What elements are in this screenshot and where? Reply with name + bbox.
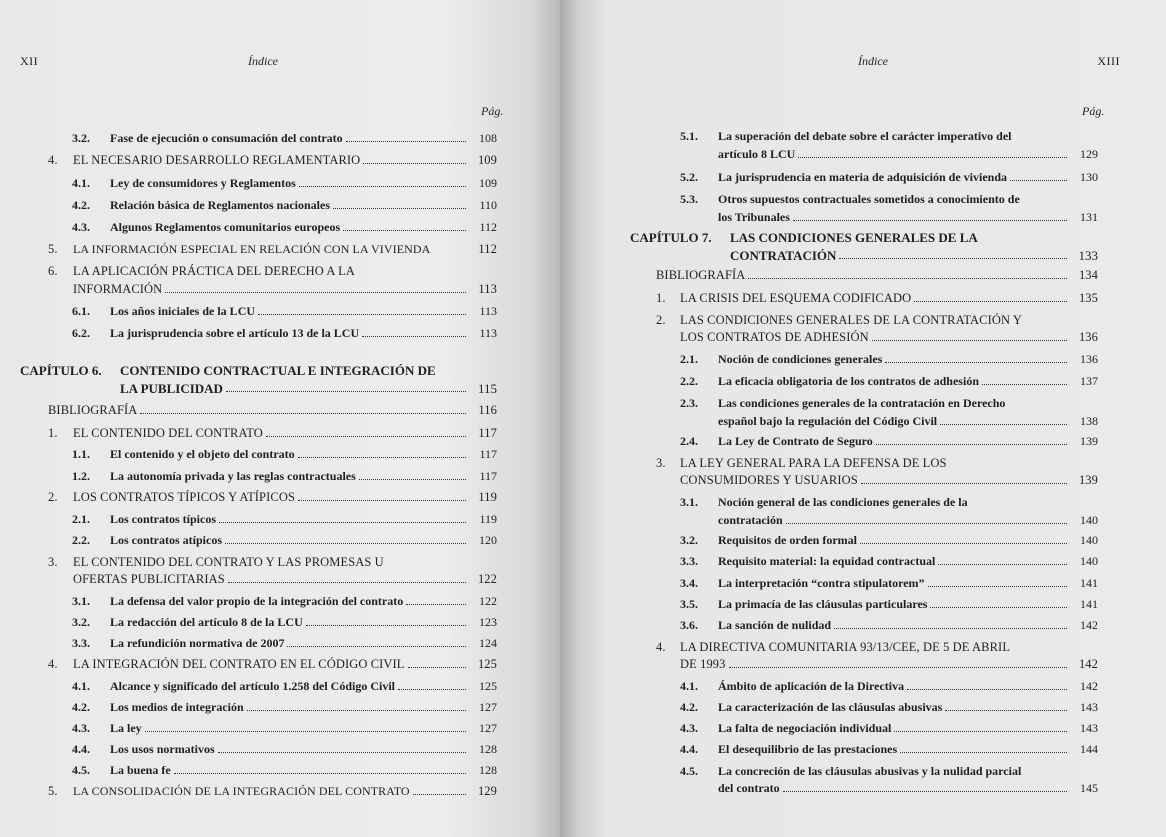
toc-left xyxy=(0,0,560,837)
toc-entry: 2. LOS CONTRATOS TÍPICOS Y ATÍPICOS 119 xyxy=(48,490,497,504)
toc-entry: 3.4. La interpretación “contra stipulatorem” 141 xyxy=(680,576,1098,590)
toc-entry: 4.1. Ley de consumidores y Reglamentos 109 xyxy=(72,176,497,190)
toc-entry: 2.2. Los contratos atípicos 120 xyxy=(72,533,497,547)
chapter-heading: CAPÍTULO 6. CONTENIDO CONTRACTUAL E INTEGRACIÓN DE LA PUBLICIDAD 115 xyxy=(20,363,497,396)
toc-entry: 2.2. La eficacia obligatoria de los contratos de adhesión 137 xyxy=(680,374,1098,388)
toc-entry: 4.2. Relación básica de Reglamentos nacionales 110 xyxy=(72,198,497,212)
toc-entry-wrapped: 5.1. La superación del debate sobre el carácter imperativo del artículo 8 LCU 129 xyxy=(680,129,1098,161)
toc-entry: 2.1. Noción de condiciones generales 136 xyxy=(680,352,1098,366)
toc-entry-wrapped: 5.3. Otros supuestos contractuales sometidos a conocimiento de los Tribunales 131 xyxy=(680,192,1098,224)
toc-entry: 4.5. La buena fe 128 xyxy=(72,763,497,777)
toc-right xyxy=(560,0,1166,837)
toc-entry: 5.2. La jurisprudencia en materia de adquisición de vivienda 130 xyxy=(680,170,1098,184)
toc-entry: 4.2. La caracterización de las cláusulas abusivas 143 xyxy=(680,700,1098,714)
running-head: Índice xyxy=(858,54,888,68)
left-page xyxy=(0,0,560,837)
toc-entry: 4.3. Algunos Reglamentos comunitarios europeos 112 xyxy=(72,220,497,234)
toc-entry-wrapped: 4.5. La concreción de las cláusulas abusivas y la nulidad parcial del contrato 145 xyxy=(680,764,1098,795)
toc-entry: 4.4. El desequilibrio de las prestaciones 144 xyxy=(680,742,1098,756)
page-number: XII xyxy=(20,54,39,68)
toc-entry: 1.2. La autonomía privada y las reglas contractuales 117 xyxy=(72,469,497,483)
toc-entry-wrapped: 4. LA DIRECTIVA COMUNITARIA 93/13/CEE, DE 5 DE ABRIL DE 1993 142 xyxy=(656,640,1098,671)
toc-entry: 3.3. Requisito material: la equidad contractual 140 xyxy=(680,554,1098,568)
toc-entry: 4. LA INTEGRACIÓN DEL CONTRATO EN EL CÓDIGO CIVIL 125 xyxy=(48,657,497,671)
toc-entry: 3.6. La sanción de nulidad 142 xyxy=(680,618,1098,632)
page-number: XIII xyxy=(1097,54,1120,68)
toc-entry: 3.5. La primacía de las cláusulas particulares 141 xyxy=(680,597,1098,611)
toc-entry: 3.2. La redacción del artículo 8 de la LCU 123 xyxy=(72,615,497,629)
toc-entry: 1.1. El contenido y el objeto del contrato 117 xyxy=(72,447,497,461)
toc-entry: 4.3. La falta de negociación individual 143 xyxy=(680,721,1098,735)
toc-entry: BIBLIOGRAFÍA 116 xyxy=(48,403,497,417)
toc-entry: 4.2. Los medios de integración 127 xyxy=(72,700,497,714)
toc-entry: 6.1. Los años iniciales de la LCU 113 xyxy=(72,304,497,318)
toc-entry: 6.2. La jurisprudencia sobre el artículo 13 de la LCU 113 xyxy=(72,326,497,340)
toc-entry-wrapped: 2.3. Las condiciones generales de la contratación en Derecho español bajo la regulación del Código Civil 138 xyxy=(680,396,1098,428)
toc-entry-wrapped: 2. LAS CONDICIONES GENERALES DE LA CONTRATACIÓN Y LOS CONTRATOS DE ADHESIÓN 136 xyxy=(656,313,1098,344)
toc-entry-wrapped: 3.1. Noción general de las condiciones generales de la contratación 140 xyxy=(680,495,1098,527)
toc-entry: 4.1. Alcance y significado del artículo 1.258 del Código Civil 125 xyxy=(72,679,497,693)
toc-entry: 5. LA CONSOLIDACIÓN DE LA INTEGRACIÓN DEL CONTRATO 129 xyxy=(48,784,497,798)
toc-entry: 4. EL NECESARIO DESARROLLO REGLAMENTARIO 109 xyxy=(48,153,497,167)
toc-entry: 4.3. La ley 127 xyxy=(72,721,497,735)
running-head: Índice xyxy=(248,54,278,68)
toc-entry-wrapped: 6. LA APLICACIÓN PRÁCTICA DEL DERECHO A LA INFORMACIÓN 113 xyxy=(48,264,497,296)
right-page xyxy=(560,0,1166,837)
toc-entry: BIBLIOGRAFÍA 134 xyxy=(656,268,1098,282)
toc-entry: 3.1. La defensa del valor propio de la integración del contrato 122 xyxy=(72,594,497,608)
toc-entry-wrapped: 3. LA LEY GENERAL PARA LA DEFENSA DE LOS CONSUMIDORES Y USUARIOS 139 xyxy=(656,456,1098,487)
toc-entry: 2.4. La Ley de Contrato de Seguro 139 xyxy=(680,434,1098,448)
toc-entry: 1. LA CRISIS DEL ESQUEMA CODIFICADO 135 xyxy=(656,291,1098,305)
chapter-heading: CAPÍTULO 7. LAS CONDICIONES GENERALES DE LA CONTRATACIÓN 133 xyxy=(630,230,1098,263)
toc-entry: 4.4. Los usos normativos 128 xyxy=(72,742,497,756)
toc-entry: 5. LA INFORMACIÓN ESPECIAL EN RELACIÓN CON LA VIVIENDA 112 xyxy=(48,242,497,256)
toc-entry: 2.1. Los contratos típicos 119 xyxy=(72,512,497,526)
toc-entry: 3.3. La refundición normativa de 2007 124 xyxy=(72,636,497,650)
toc-entry-wrapped: 3. EL CONTENIDO DEL CONTRATO Y LAS PROMESAS U OFERTAS PUBLICITARIAS 122 xyxy=(48,555,497,586)
page-column-label: Pág. xyxy=(481,104,504,118)
page-column-label: Pág. xyxy=(1082,104,1105,118)
toc-entry: 1. EL CONTENIDO DEL CONTRATO 117 xyxy=(48,426,497,440)
toc-entry: 3.2. Fase de ejecución o consumación del contrato 108 xyxy=(72,131,497,145)
toc-entry: 4.1. Ámbito de aplicación de la Directiva 142 xyxy=(680,679,1098,693)
toc-entry: 3.2. Requisitos de orden formal 140 xyxy=(680,533,1098,547)
